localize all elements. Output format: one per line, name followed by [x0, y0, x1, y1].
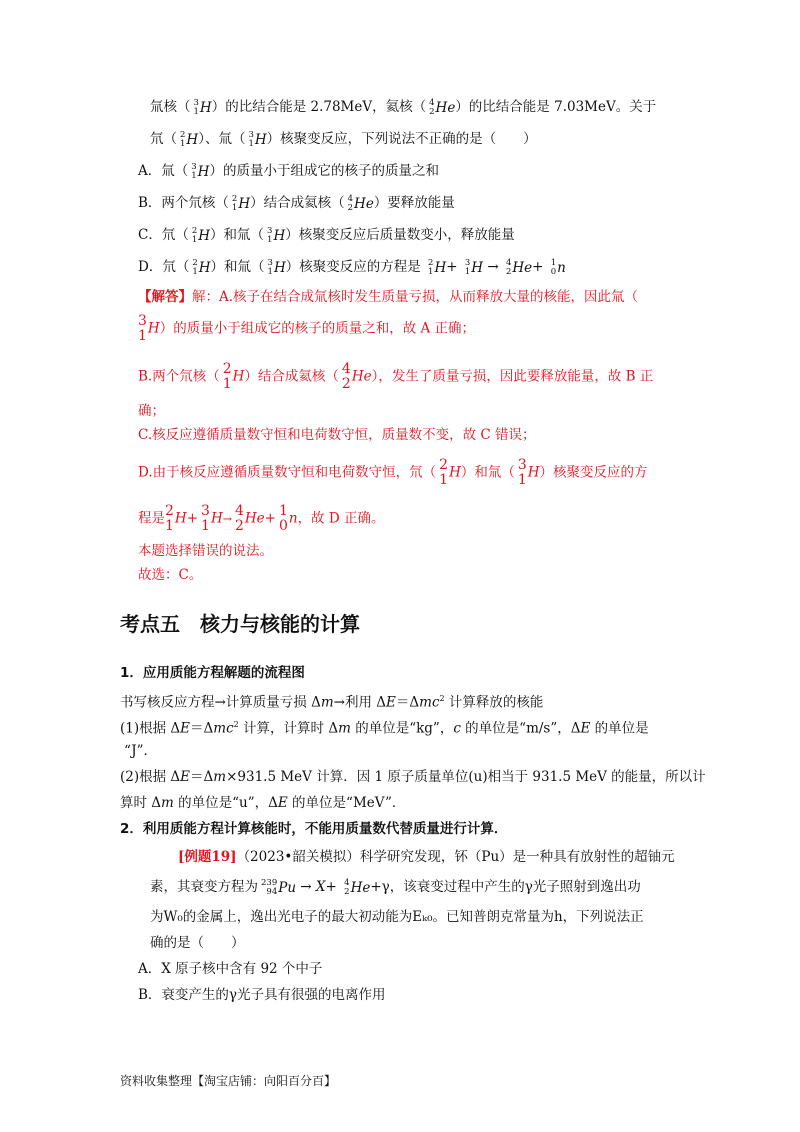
- nuclide-Pu239: 239 94 Pu: [261, 878, 297, 897]
- nuclide-H2: 2 1 H: [222, 361, 245, 392]
- example-line2: 素，其衰变方程为 239 94 Pu → X+ 4 2 He+γ，该衰变过程中产生的γ光子照射到逸出功: [150, 878, 641, 897]
- para2-line2: 算时 Δm 的单位是“u”，ΔE 的单位是“MeV”．: [120, 795, 406, 811]
- item1-title: 1．应用质能方程解题的流程图: [120, 665, 305, 681]
- answer-line9: 故选：C。: [138, 567, 203, 583]
- nuclide-He4: 4 2 He: [344, 878, 371, 897]
- nuclide-H3: 3 1 H: [517, 457, 540, 488]
- nuclide-H3: 3 1 H: [191, 162, 210, 181]
- para2-line1: (2)根据 ΔE＝Δm×931.5 MeV 计算．因 1 原子质量单位(u)相当于 931.5 MeV 的能量，所以计: [120, 769, 706, 785]
- answer-line7: 程是 2 1 H+ 3 1 H→ 4 2 He+ 1 0 n，故 D 正确。: [138, 503, 385, 534]
- answer-line1: 【解答】解：A.核子在结合成氚核时发生质量亏损，从而释放大量的核能，因此氚（: [138, 289, 639, 305]
- answer-line5: C.核反应遵循质量数守恒和电荷数守恒，质量数不变，故 C 错误；: [138, 427, 536, 443]
- nuclide-He4: 4 2 He: [234, 503, 265, 534]
- answer-line2: 3 1 H）的质量小于组成它的核子的质量之和，故 A 正确；: [138, 313, 476, 344]
- nuclide-H3: 3 1 H: [464, 258, 484, 277]
- example-line4: 确的是（ ）: [150, 935, 245, 951]
- nuclide-H2: 2 1 H: [180, 130, 199, 149]
- nuclide-H2: 2 1 H: [231, 194, 251, 213]
- nuclide-H3: 3 1 H: [248, 130, 267, 149]
- flow-text: 书写核反应方程→计算质量亏损 Δm→利用 ΔE＝Δmc$^2$ 计算释放的核能: [120, 694, 544, 711]
- nuclide-H2: 2 1 H: [192, 258, 211, 277]
- nuclide-He4: 4 2 He: [429, 98, 456, 117]
- nuclide-He4: 4 2 He: [347, 194, 374, 213]
- section-title: 考点五 核力与核能的计算: [120, 612, 360, 636]
- answer-line8: 本题选择错误的说法。: [138, 543, 273, 559]
- nuclide-n: 1 0 n: [278, 503, 298, 534]
- answer-tag: 【解答】: [138, 289, 192, 305]
- nuclide-H3: 3 1 H: [267, 258, 286, 277]
- option-a: A．氚（ 3 1 H）的质量小于组成它的核子的质量之和: [138, 162, 439, 181]
- para1-line2: “J”．: [124, 743, 158, 759]
- nuclide-n: 1 0 n: [550, 258, 566, 277]
- option-b: B．两个氘核（ 2 1 H）结合成氦核（ 4 2 He）要释放能量: [138, 194, 455, 213]
- answer-line4: 确；: [138, 403, 165, 419]
- nuclide-H2: 2 1 H: [191, 226, 211, 245]
- nuclide-H3: 3 1 H: [138, 313, 160, 344]
- para1-line1: (1)根据 ΔE＝Δmc$^2$ 计算，计算时 Δm 的单位是“kg”，c 的单位是“m/s”，ΔE 的单位是: [120, 720, 649, 737]
- nuclide-H3: 3 1 H: [267, 226, 286, 245]
- example-tag: [例题19]: [178, 849, 237, 865]
- item2-title: 2．利用质能方程计算核能时，不能用质量数代替质量进行计算．: [120, 821, 508, 837]
- option-c: C．氘（ 2 1 H）和氚（ 3 1 H）核聚变反应后质量数变小，释放能量: [138, 226, 515, 245]
- nuclide-H2: 2 1 H: [428, 258, 447, 277]
- answer-line3: B.两个氘核（ 2 1 H）结合成氦核（ 4 2 He），发生了质量亏损，因此要释放能量，故 B 正: [138, 361, 654, 392]
- example-line3: 为W₀的金属上，逸出光电子的最大初动能为Eₖ₀。已知普朗克常量为h，下列说法正: [150, 909, 644, 925]
- nuclide-H3: 3 1 H: [193, 98, 212, 117]
- footer-text: 资料收集整理【淘宝店铺：向阳百分百】: [120, 1074, 337, 1088]
- nuclide-He4: 4 2 He: [341, 361, 372, 392]
- example-option-b: B．衰变产生的γ光子具有很强的电离作用: [138, 987, 386, 1003]
- nuclide-H2: 2 1 H: [439, 457, 461, 488]
- option-d: D．氘（ 2 1 H）和氚（ 3 1 H）核聚变反应的方程是 2 1 H+ 3 1 H → 4 2 He+ 1 0 n: [138, 258, 566, 277]
- example-line1: [例题19]（2023•韶关模拟）科学研究发现，钚（Pu）是一种具有放射性的超铀元: [178, 849, 675, 865]
- nuclide-H2: 2 1 H: [165, 503, 187, 534]
- nuclide-H3: 3 1 H: [201, 503, 223, 534]
- nuclide-He4: 4 2 He: [505, 258, 533, 277]
- question-stem-line1: 氚核（ 3 1 H）的比结合能是 2.78MeV，氦核（ 4 2 He）的比结合能是 7.03MeV。关于: [150, 98, 657, 117]
- question-stem-line2: 氘（ 2 1 H）、氚（ 3 1 H）核聚变反应，下列说法不正确的是（ ）: [150, 130, 537, 149]
- example-option-a: A．X 原子核中含有 92 个中子: [138, 961, 323, 977]
- answer-line6: D.由于核反应遵循质量数守恒和电荷数守恒，氘（ 2 1 H）和氚（ 3 1 H）核聚变反应的方: [138, 457, 648, 488]
